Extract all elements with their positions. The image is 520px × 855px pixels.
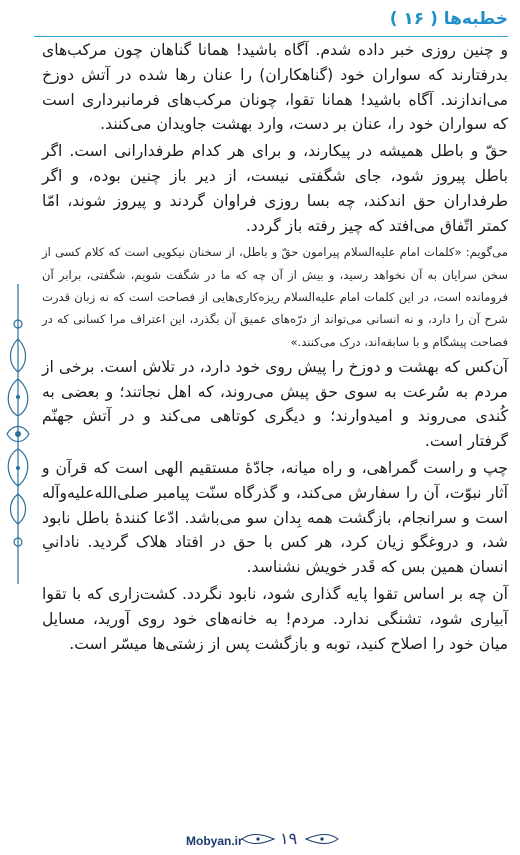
body-paragraph: آن‌کس که بهشت و دوزخ را پیش روی خود دارد، در تلاش است. برخی از مردم به سُرعت به سوی حق پیش می‌روند، که اهل نجاتند؛ و بعضی به کُندی می‌روند و امیدوارند؛ و دیگری کوتاهی می‌کند و در آتش جهنّم گرفتار است. (42, 357, 508, 451)
header-divider (34, 36, 508, 37)
site-brand: Mobyan.ir (186, 834, 243, 848)
body-paragraph: آن چه بر اساس تقوا پایه گذاری شود، نابود نگردد. کشت‌زاری که با تقوا آبیاری شود، تشنگی ندارد. مردم! به خانه‌های خود روی آورید، مسایل میان خود را اصلاح کنید، توبه و بازگشت پس از زشتی‌ها میسّر است. (42, 585, 508, 653)
commentary-note: می‌گویم: «کلمات امام علیه‌السلام پیرامون حقّ و باطل، از سخنان نیکویی است که کلام کسی از سخن سرایان به آن نخواهد رسید، و بیش از آن چه که ما در شگفت شویم، شگفتی، برابر آن فرومانده است، در این کلمات امام علیه‌السلام ریزه‌کاری‌هایی از فصاحت است که نه زبان قدرت شرح آن را دارد، و نه انسانی می‌تواند از درّه‌های عمیق آن بگذرد، این اعتراف مرا کسانی که در فصاحت پیشگام و با سابقه‌اند، درک می‌کنند.» (42, 245, 508, 349)
footer-ornament-left-icon (240, 832, 276, 846)
margin-ornament-icon (3, 284, 33, 584)
chapter-title: خطبه‌ها ( ۱۶ ) (389, 9, 508, 29)
body-paragraph: چپ و راست گمراهی، و راه میانه، جادّهٔ مستقیم الهی است که قرآن و آثار نبوّت، آن را سفارش می‌کند، و گذرگاه سنّت پیامبر صلی‌الله‌علیه‌وآله است و سرانجام، بازگشت همه بِدان سو می‌باشد. ادّعا کنندهٔ باطل نابود شد، و دروغگو زیان کرد، هر کس با حق در افتاد هلاک گردید. نادانیِ انسان همین بس که قَدر خویش نشناسد. (42, 459, 508, 577)
body-paragraph: حقّ و باطل همیشه در پیکارند، و برای هر کدام طرفدارانی است. اگر باطل پیروز شود، جای شگفتی نیست، از دیر باز چنین بوده، و اگر طرفداران حق اندکند، چه بسا روزی فراوان گردند و پیروز شوند، امّا کمتر اتّفاق می‌افتد که چیز رفته باز گردد. (42, 142, 508, 235)
page-number: ۱۹ (280, 829, 298, 848)
body-paragraph: و چنین روزی خبر داده شدم. آگاه باشید! همانا گناهان چون مرکب‌های بدرفتارند که سواران خود (گناهکاران) را عنان رها شده در آتش دوزخ می‌اندازند. آگاه باشید! همانا تقوا، چونان مرکب‌های فرمانبرداری است که سواران خود را، عنان بر دست، وارد بهشت جاویدان می‌کنند. (42, 41, 508, 134)
page-footer (0, 821, 520, 855)
page-body (42, 38, 508, 656)
page-header (34, 6, 508, 32)
footer-ornament-right-icon (304, 832, 340, 846)
